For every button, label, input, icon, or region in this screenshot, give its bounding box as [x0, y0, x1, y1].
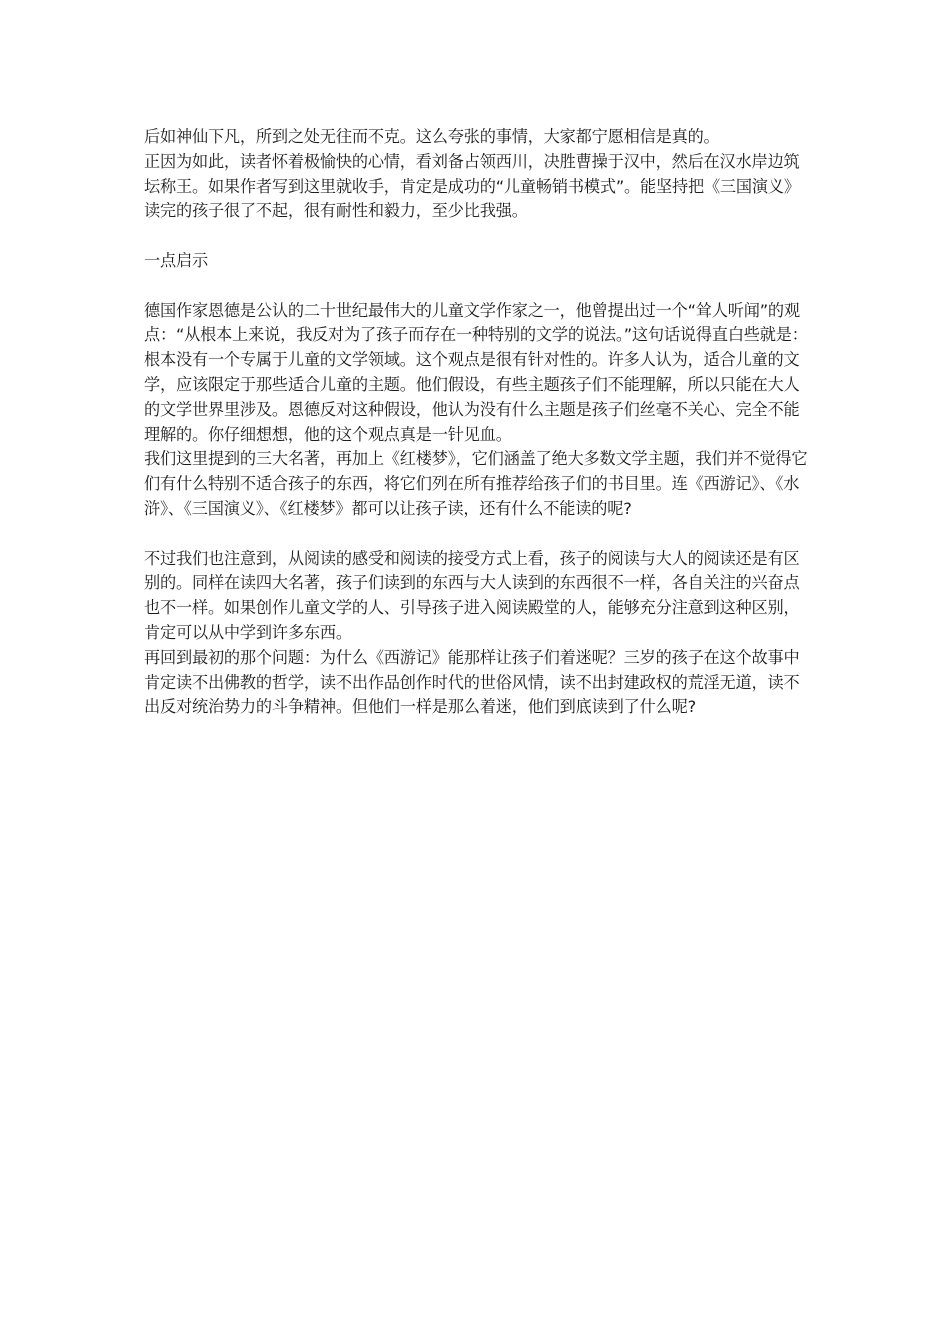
paragraph-3: 德国作家恩德是公认的二十世纪最伟大的儿童文学作家之一，他曾提出过一个“耸人听闻”的观点：“从根本上来说，我反对为了孩子而存在一种特别的文学的说法。”这句话说得直白些就是：根本没有一个专属于儿童的文学领域。这个观点是很有针对性的。许多人认为，适合儿童的文学，应该限定于那些适合儿童的主题。他们假设，有些主题孩子们不能理解，所以只能在大人的文学世界里涉及。恩德反对这种假设，他认为没有什么主题是孩子们丝毫不关心、完全不能理解的。你仔细想想，他的这个观点真是一针见血。 — [144, 300, 808, 444]
paragraph-1: 后如神仙下凡，所到之处无往而不克。这么夸张的事情，大家都宁愿相信是真的。 — [144, 127, 720, 146]
paragraph-2: 正因为如此，读者怀着极愉快的心情，看刘备占领西川，决胜曹操于汉中，然后在汉水岸边筑坛称王。如果作者写到这里就收手，肯定是成功的“儿童畅销书模式”。能坚持把《三国演义》读完的孩子很了不起，很有耐性和毅力，至少比我强。 — [144, 151, 800, 221]
paragraph-4: 我们这里提到的三大名著，再加上《红楼梦》，它们涵盖了绝大多数文学主题，我们并不觉得它们有什么特别不适合孩子的东西，将它们列在所有推荐给孩子们的书目里。连《西游记》、《水浒》、《三国演义》、《红楼梦》都可以让孩子读，还有什么不能读的呢? — [144, 449, 808, 518]
section-heading: 一点启示 — [144, 250, 208, 270]
paragraph-spacer — [144, 522, 812, 547]
paragraph-5: 不过我们也注意到，从阅读的感受和阅读的接受方式上看，孩子的阅读与大人的阅读还是有区别的。同样在读四大名著，孩子们读到的东西与大人读到的东西很不一样，各自关注的兴奋点也不一样。如果创作儿童文学的人、引导孩子进入阅读殿堂的人，能够充分注意到这种区别，肯定可以从中学到许多东西。 — [144, 548, 800, 642]
paragraph-spacer — [144, 224, 812, 249]
paragraph-spacer — [144, 274, 812, 299]
paragraph-6: 再回到最初的那个问题：为什么《西游记》能那样让孩子们着迷呢？三岁的孩子在这个故事中肯定读不出佛教的哲学，读不出作品创作时代的世俗风情，读不出封建政权的荒淫无道，读不出反对统治势力的斗争精神。但他们一样是那么着迷，他们到底读到了什么呢? — [144, 647, 800, 717]
document-body — [144, 125, 812, 720]
